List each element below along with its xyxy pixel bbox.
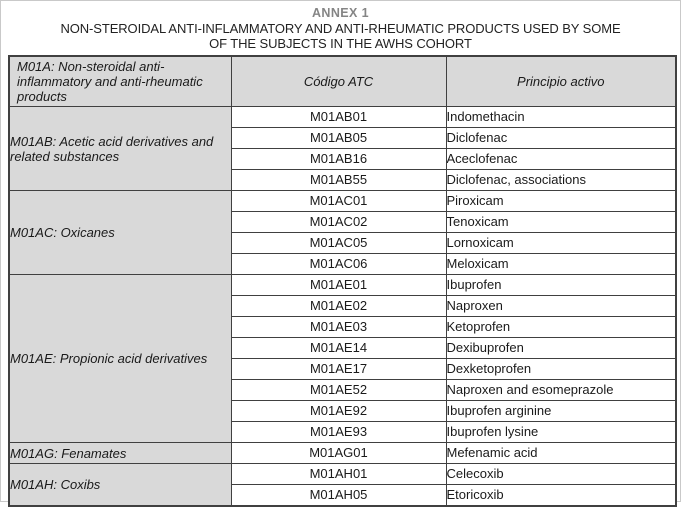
products-header-cell: M01A: Non-steroidal anti-inflammatory and anti-rheumatic products bbox=[9, 56, 231, 107]
atc-code-cell: M01AE01 bbox=[231, 275, 446, 296]
table-row bbox=[9, 107, 676, 128]
table-row bbox=[9, 464, 676, 485]
active-principle-cell: Diclofenac bbox=[446, 128, 676, 149]
atc-code-cell: M01AB16 bbox=[231, 149, 446, 170]
atc-code-cell: M01AE03 bbox=[231, 317, 446, 338]
active-principle-cell: Dexketoprofen bbox=[446, 359, 676, 380]
group-label-cell: M01AH: Coxibs bbox=[9, 464, 231, 507]
active-principle-cell: Ketoprofen bbox=[446, 317, 676, 338]
annex-label: ANNEX 1 bbox=[312, 6, 369, 20]
group-label-cell: M01AC: Oxicanes bbox=[9, 191, 231, 275]
atc-code-cell: M01AB01 bbox=[231, 107, 446, 128]
active-principle-cell: Celecoxib bbox=[446, 464, 676, 485]
atc-code-cell: M01AE14 bbox=[231, 338, 446, 359]
atc-code-cell: M01AC05 bbox=[231, 233, 446, 254]
atc-code-cell: M01AG01 bbox=[231, 443, 446, 464]
active-principle-cell: Indomethacin bbox=[446, 107, 676, 128]
active-principle-cell: Ibuprofen arginine bbox=[446, 401, 676, 422]
table-body bbox=[9, 107, 676, 507]
atc-code-cell: M01AH01 bbox=[231, 464, 446, 485]
table-title: NON-STEROIDAL ANTI-INFLAMMATORY AND ANTI-RHEUMATIC PRODUCTS USED BY SOME OF THE SUBJECTS IN THE AWHS COHORT bbox=[60, 21, 621, 51]
atc-code-cell: M01AE93 bbox=[231, 422, 446, 443]
table-row bbox=[9, 443, 676, 464]
active-principle-cell: Naproxen bbox=[446, 296, 676, 317]
atc-code-header-cell: Código ATC bbox=[231, 56, 446, 107]
atc-code-cell: M01AB05 bbox=[231, 128, 446, 149]
atc-code-cell: M01AC01 bbox=[231, 191, 446, 212]
active-principle-cell: Tenoxicam bbox=[446, 212, 676, 233]
active-principle-cell: Meloxicam bbox=[446, 254, 676, 275]
active-principle-cell: Dexibuprofen bbox=[446, 338, 676, 359]
atc-code-cell: M01AE02 bbox=[231, 296, 446, 317]
atc-code-cell: M01AE92 bbox=[231, 401, 446, 422]
table-row bbox=[9, 191, 676, 212]
header-row bbox=[9, 56, 676, 107]
active-principle-cell: Etoricoxib bbox=[446, 485, 676, 507]
atc-code-cell: M01AE52 bbox=[231, 380, 446, 401]
atc-code-cell: M01AB55 bbox=[231, 170, 446, 191]
atc-code-cell: M01AE17 bbox=[231, 359, 446, 380]
active-principle-cell: Ibuprofen bbox=[446, 275, 676, 296]
active-principle-cell: Ibuprofen lysine bbox=[446, 422, 676, 443]
group-label-cell: M01AE: Propionic acid derivatives bbox=[9, 275, 231, 443]
active-principle-cell: Diclofenac, associations bbox=[446, 170, 676, 191]
group-label-cell: M01AB: Acetic acid derivatives and related substances bbox=[9, 107, 231, 191]
atc-code-cell: M01AH05 bbox=[231, 485, 446, 507]
annex-table bbox=[8, 55, 677, 507]
active-principle-header-cell: Principio activo bbox=[446, 56, 676, 107]
active-principle-cell: Piroxicam bbox=[446, 191, 676, 212]
active-principle-cell: Naproxen and esomeprazole bbox=[446, 380, 676, 401]
table-header bbox=[9, 56, 676, 107]
active-principle-cell: Lornoxicam bbox=[446, 233, 676, 254]
group-label-cell: M01AG: Fenamates bbox=[9, 443, 231, 464]
title-block bbox=[8, 6, 673, 51]
atc-code-cell: M01AC02 bbox=[231, 212, 446, 233]
table-row bbox=[9, 275, 676, 296]
atc-code-cell: M01AC06 bbox=[231, 254, 446, 275]
active-principle-cell: Aceclofenac bbox=[446, 149, 676, 170]
active-principle-cell: Mefenamic acid bbox=[446, 443, 676, 464]
